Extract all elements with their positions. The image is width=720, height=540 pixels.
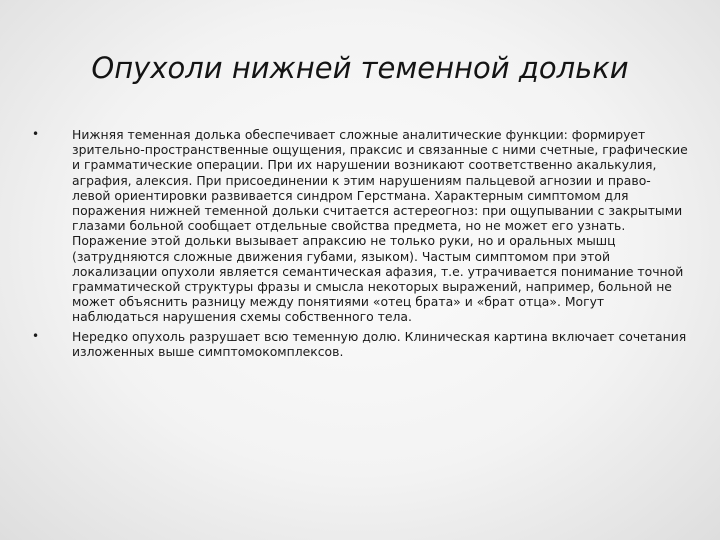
bullet-list bbox=[28, 127, 688, 363]
bullet-item bbox=[28, 127, 688, 325]
bullet-icon: • bbox=[32, 328, 40, 343]
bullet-icon: • bbox=[32, 127, 40, 141]
bullet-text: Нижняя теменная долька обеспечивает сложные аналитические функции: формирует зрительно-пространственные ощущения, праксис и связанные с ними счетные, графические и грамматические операции. При их нарушении возникают соответственно акалькулия, аграфия, алексия. При присоединении к этим нарушениям пальцевой агнозии и право-левой ориентировки развивается синдром Герстмана. Характерным симптомом для поражения нижней теменной дольки считается астереогноз: при ощупывании с закрытыми глазами больной сообщает отдельные свойства предмета, но не может его узнать. Поражение этой дольки вызывает апраксию не только руки, но и оральных мышц (затрудняются сложные движения губами, языком). Частым симптомом при этой локализации опухоли является семантическая афазия, т.е. утрачивается понимание точной грамматической структуры фразы и смысла некоторых выражений, например, больной не может объяснить разницу между понятиями «отец брата» и «брат отца». Могут наблюдаться нарушения схемы собственного тела. bbox=[72, 127, 688, 325]
slide-title: Опухоли нижней теменной дольки bbox=[91, 51, 629, 85]
bullet-item bbox=[28, 329, 688, 359]
bullet-text: Нередко опухоль разрушает всю теменную долю. Клиническая картина включает сочетания изложенных выше симптомокомплексов. bbox=[72, 328, 687, 359]
